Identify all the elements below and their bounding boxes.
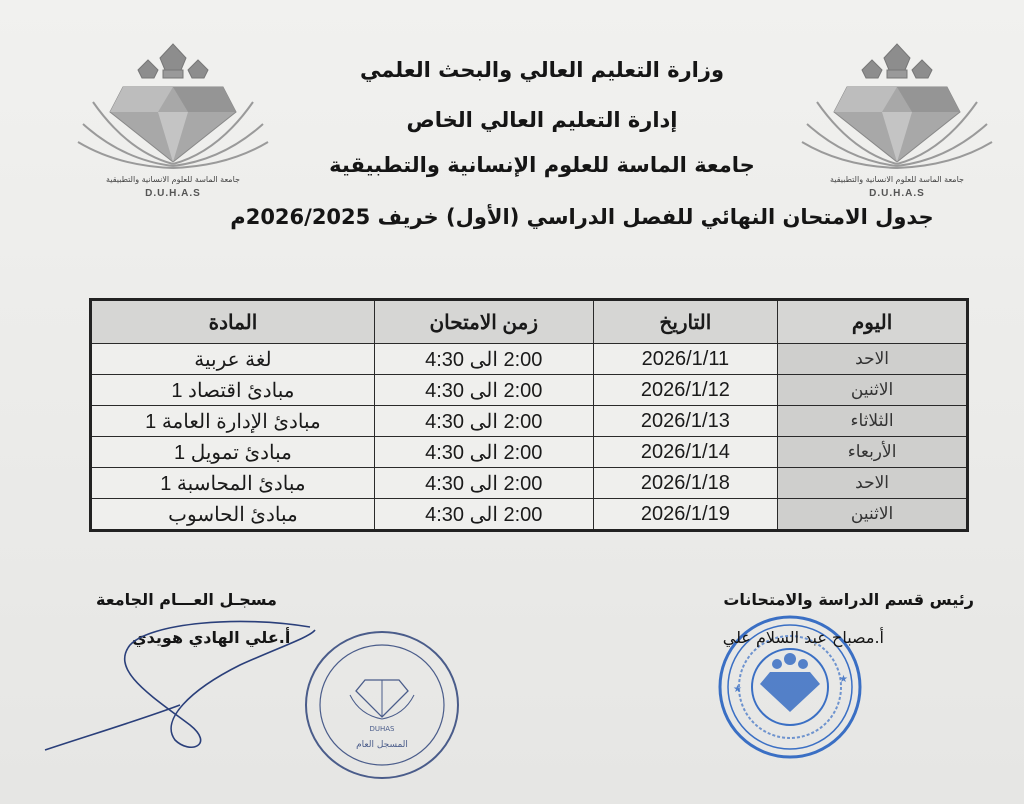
logo-abbrev-left: D.U.H.A.S — [145, 188, 201, 199]
cell-time: 2:00 الى 4:30 — [374, 406, 593, 437]
cell-date: 2026/1/12 — [593, 375, 778, 406]
cell-date: 2026/1/19 — [593, 499, 778, 531]
cell-day: الاثنين — [778, 499, 968, 531]
cell-time: 2:00 الى 4:30 — [374, 499, 593, 531]
university-logo-right — [792, 32, 1002, 207]
cell-day: الأربعاء — [778, 437, 968, 468]
schedule-title: جدول الامتحان النهائي للفصل الدراسي (الأول) خريف 2026/2025م — [230, 205, 934, 229]
cell-date: 2026/1/13 — [593, 406, 778, 437]
diamond-crown-icon — [68, 32, 278, 192]
registrar-title: مسجـل العـــام الجامعة — [96, 590, 277, 609]
cell-day: الثلاثاء — [778, 406, 968, 437]
table-row — [91, 437, 968, 468]
header-subject: المادة — [91, 300, 375, 344]
table-row — [91, 406, 968, 437]
university-logo-left — [68, 32, 278, 207]
university-heading: جامعة الماسة للعلوم الإنسانية والتطبيقية — [329, 153, 755, 177]
cell-date: 2026/1/18 — [593, 468, 778, 499]
cell-time: 2:00 الى 4:30 — [374, 375, 593, 406]
cell-subject: مبادئ اقتصاد 1 — [91, 375, 375, 406]
diamond-crown-icon — [792, 32, 1002, 192]
svg-text:جامعة الماسة للعلوم الانسانية: جامعة الماسة للعلوم الانسانية والتطبيقية — [106, 175, 240, 184]
header-time: زمن الامتحان — [374, 300, 593, 344]
header-date: التاريخ — [593, 300, 778, 344]
ministry-heading: وزارة التعليم العالي والبحث العلمي — [359, 58, 725, 82]
cell-time: 2:00 الى 4:30 — [374, 437, 593, 468]
cell-subject: مبادئ تمويل 1 — [91, 437, 375, 468]
department-heading: إدارة التعليم العالي الخاص — [406, 108, 678, 132]
table-row — [91, 344, 968, 375]
cell-date: 2026/1/14 — [593, 437, 778, 468]
cell-day: الاحد — [778, 344, 968, 375]
cell-subject: مبادئ المحاسبة 1 — [91, 468, 375, 499]
cell-date: 2026/1/11 — [593, 344, 778, 375]
exams-head-name: أ.مصباح عبد السلام علي — [722, 628, 884, 647]
svg-text:المسجل العام: المسجل العام — [356, 740, 408, 750]
table-header-row — [91, 300, 968, 344]
svg-text:★: ★ — [839, 674, 848, 685]
svg-text:★: ★ — [733, 684, 742, 695]
cell-time: 2:00 الى 4:30 — [374, 468, 593, 499]
registrar-name: أ.علي الهادي هويدي — [132, 628, 291, 647]
exams-head-title: رئيس قسم الدراسة والامتحانات — [723, 590, 974, 609]
header-day: اليوم — [778, 300, 968, 344]
registrar-signature-scribble-icon — [40, 615, 330, 765]
cell-subject: مبادئ الإدارة العامة 1 — [91, 406, 375, 437]
svg-text:جامعة الماسة للعلوم الانسانية: جامعة الماسة للعلوم الانسانية والتطبيقية — [830, 175, 964, 184]
cell-subject: مبادئ الحاسوب — [91, 499, 375, 531]
exam-schedule-table — [89, 298, 969, 532]
cell-time: 2:00 الى 4:30 — [374, 344, 593, 375]
table-row — [91, 375, 968, 406]
cell-subject: لغة عربية — [91, 344, 375, 375]
cell-day: الاحد — [778, 468, 968, 499]
table-row — [91, 499, 968, 531]
table-row — [91, 468, 968, 499]
cell-day: الاثنين — [778, 375, 968, 406]
svg-text:DUHAS: DUHAS — [369, 725, 395, 733]
logo-abbrev-right: D.U.H.A.S — [869, 188, 925, 199]
